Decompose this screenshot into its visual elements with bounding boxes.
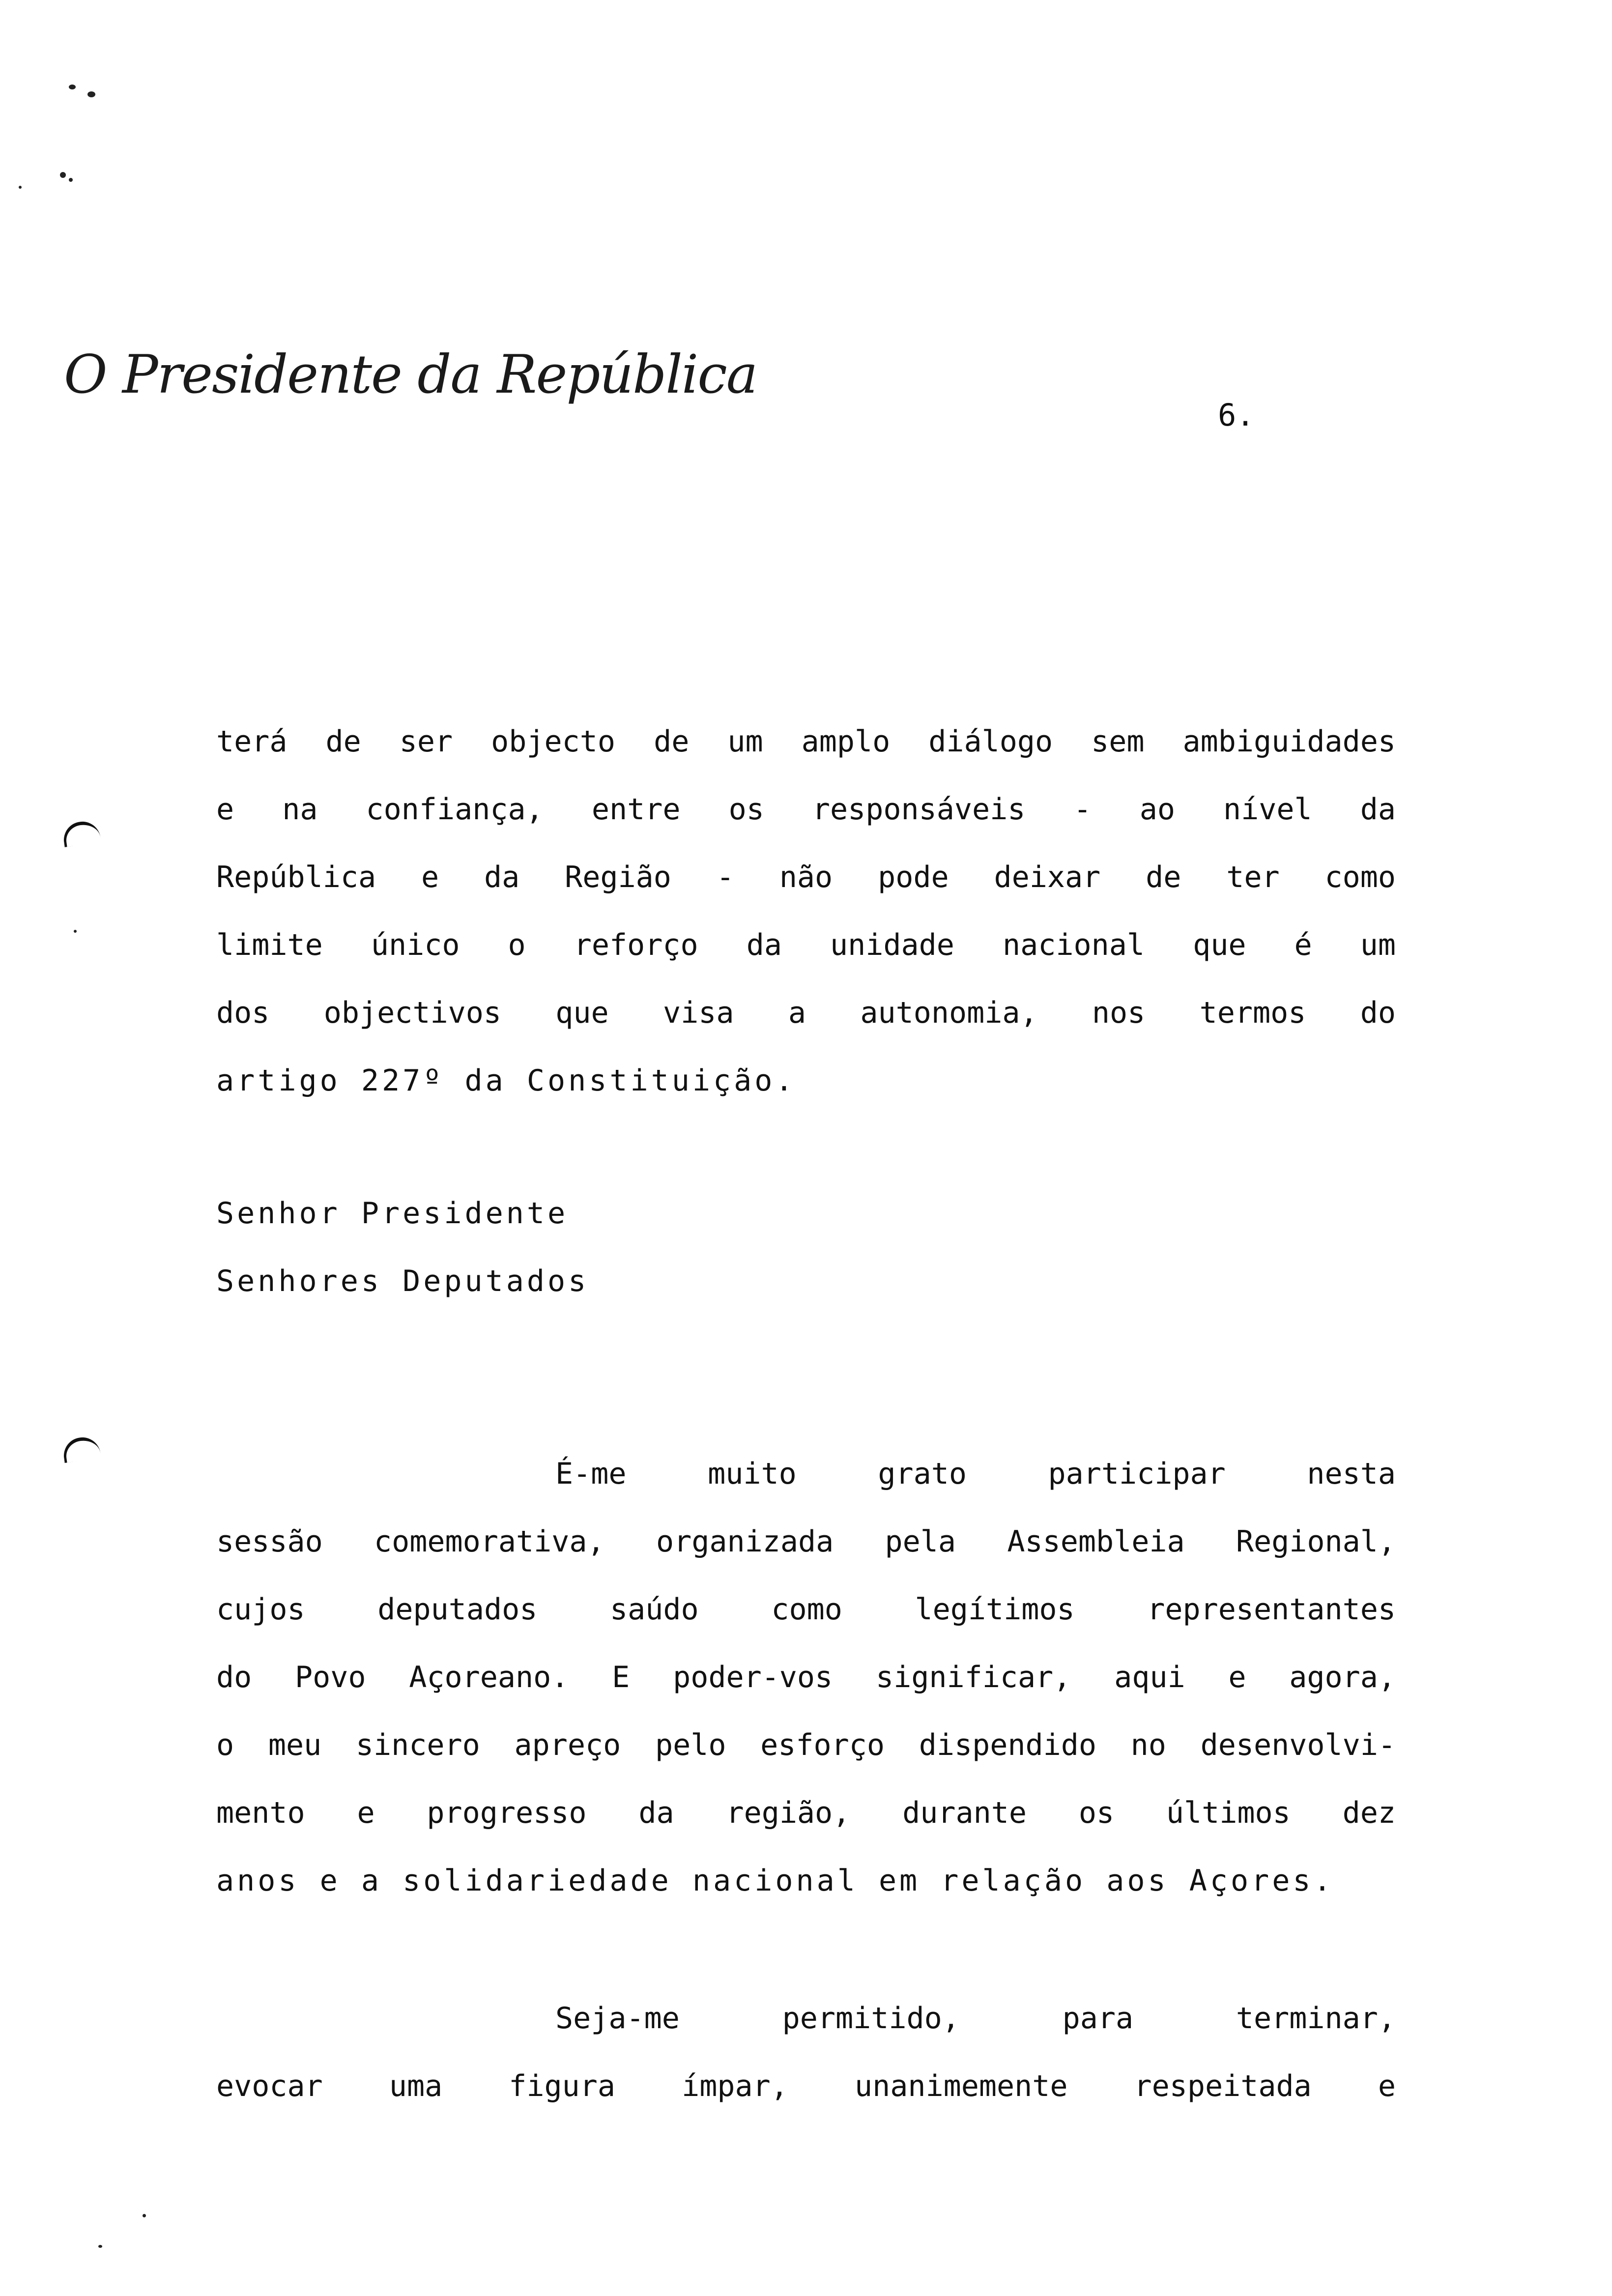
salutation-line: Senhores Deputados — [216, 1264, 589, 1298]
paragraph-3 — [216, 1984, 1396, 2120]
scan-speck — [143, 2214, 146, 2217]
page-number: 6. — [1218, 397, 1255, 433]
text-line: anos e a solidariedade nacional em relação aos Açores. — [216, 1864, 1334, 1898]
text-line: Seja-me permitido, para terminar, — [555, 2001, 1396, 2036]
text-line: evocar uma figura ímpar, unanimemente respeitada e — [216, 2069, 1396, 2103]
text-line: É-me muito grato participar nesta — [555, 1457, 1396, 1491]
paragraph-1 — [216, 708, 1396, 1115]
margin-mark — [61, 1435, 101, 1463]
scan-speck — [19, 186, 22, 189]
text-line: limite único o reforço da unidade nacional que é um — [216, 928, 1396, 962]
text-line: e na confiança, entre os responsáveis - ao nível da — [216, 792, 1396, 827]
text-line: terá de ser objecto de um amplo diálogo sem ambiguidades — [216, 724, 1396, 759]
paragraph-2 — [216, 1440, 1396, 1915]
text-line: República e da Região - não pode deixar de ter como — [216, 860, 1396, 894]
text-line: o meu sincero apreço pelo esforço dispendido no desenvolvi- — [216, 1728, 1396, 1762]
text-line: mento e progresso da região, durante os últimos dez — [216, 1796, 1396, 1830]
salutation-line: Senhor Presidente — [216, 1196, 569, 1231]
scan-speck — [69, 178, 73, 182]
scan-speck — [74, 930, 77, 933]
scan-speck — [87, 91, 95, 97]
scan-speck — [98, 2245, 102, 2248]
text-line: artigo 227º da Constituição. — [216, 1063, 796, 1098]
letterhead: O Presidente da República — [64, 344, 757, 405]
text-line: sessão comemorativa, organizada pela Assembleia Regional, — [216, 1524, 1396, 1559]
margin-mark — [61, 819, 101, 847]
salutation — [216, 1179, 589, 1315]
text-line: do Povo Açoreano. E poder-vos significar, aqui e agora, — [216, 1660, 1396, 1694]
scan-speck — [60, 172, 66, 178]
scan-speck — [69, 85, 76, 89]
text-line: cujos deputados saúdo como legítimos representantes — [216, 1592, 1396, 1627]
text-line: dos objectivos que visa a autonomia, nos termos do — [216, 996, 1396, 1030]
